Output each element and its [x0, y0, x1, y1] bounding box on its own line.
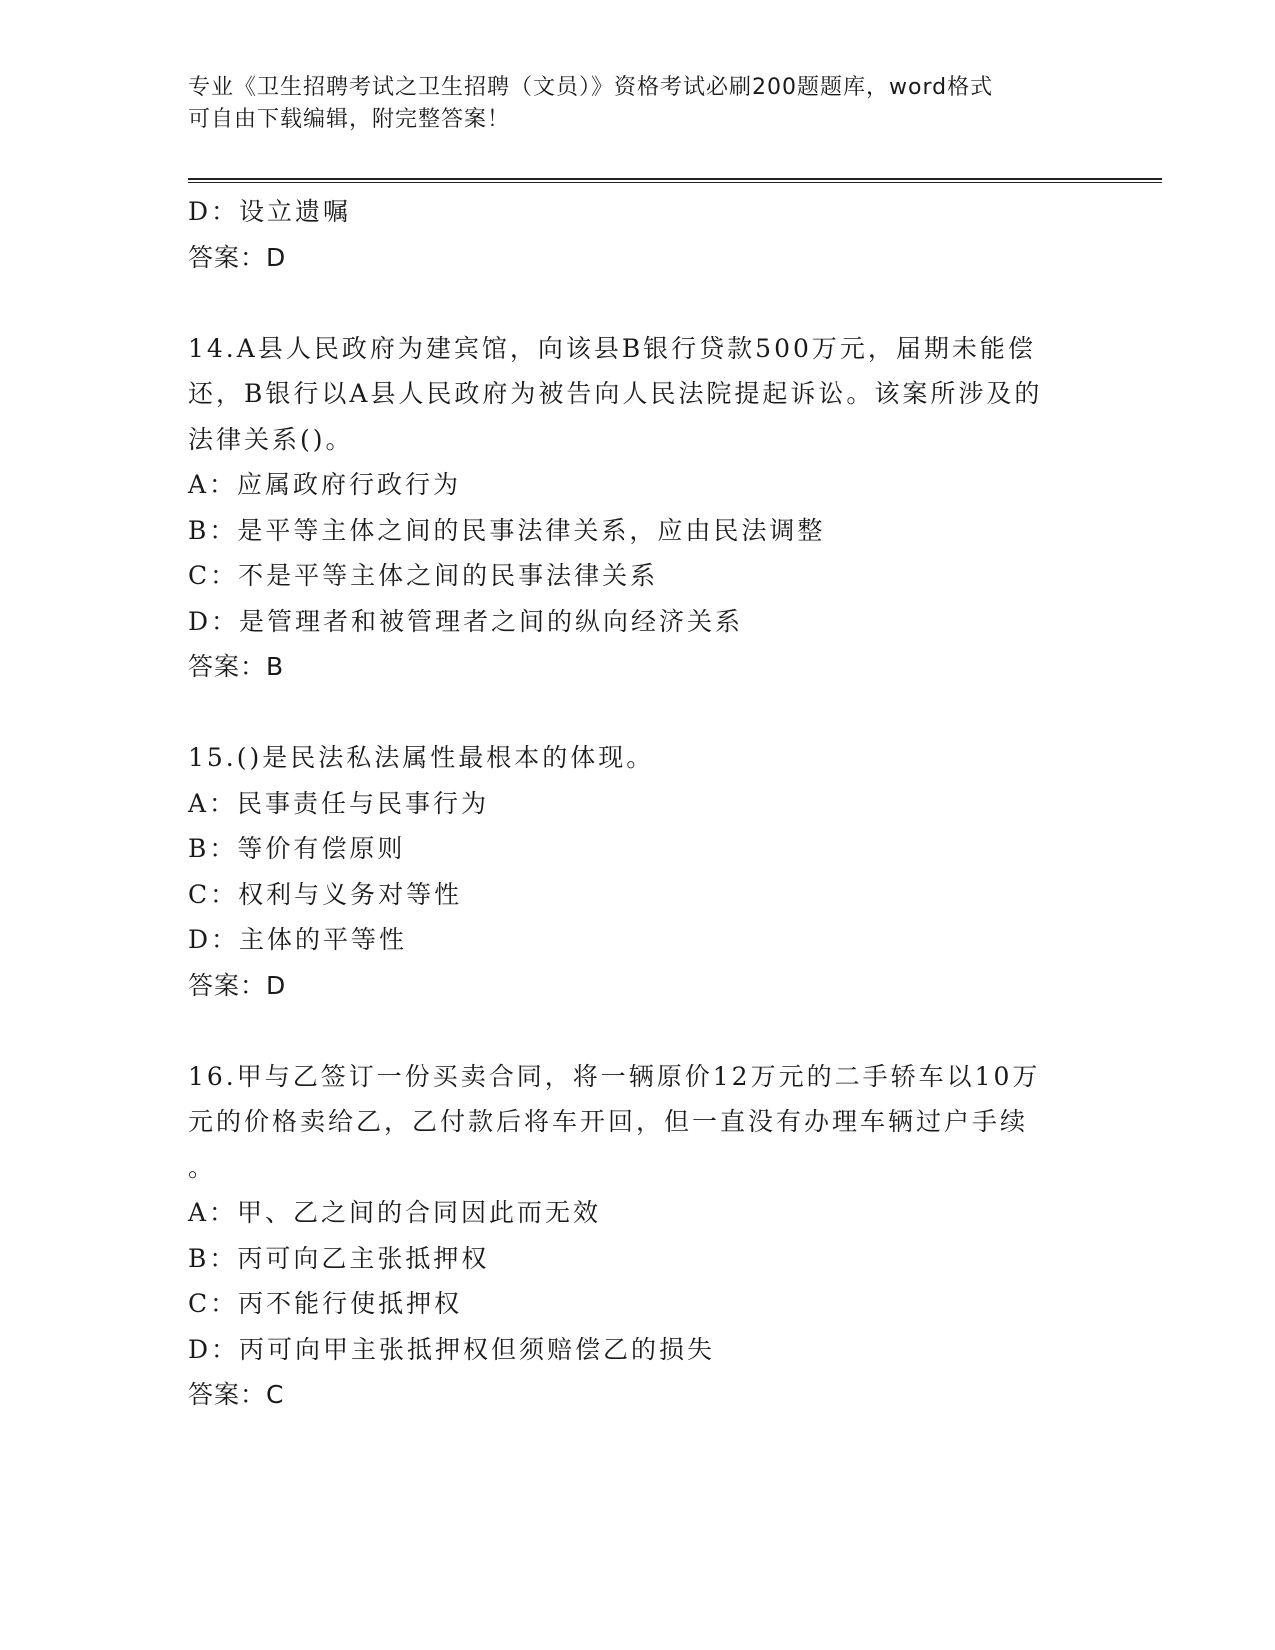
option-a: A：民事责任与民事行为 [188, 788, 490, 818]
question-stem [188, 1054, 1088, 1191]
stem-line: 16.甲与乙签订一份买卖合同，将一辆原价12万元的二手轿车以10万 [188, 1061, 1041, 1091]
option-c: C：丙不能行使抵押权 [188, 1289, 463, 1318]
option-d: D：丙可向甲主张抵押权但须赔偿乙的损失 [188, 1334, 716, 1364]
answer-line: 答案：D [188, 970, 287, 1000]
stem-line: 还，B银行以A县人民政府为被告向人民法院提起诉讼。该案所涉及的 [188, 379, 1043, 408]
stem-line: 。 [188, 1152, 217, 1182]
option-b: B：是平等主体之间的民事法律关系，应由民法调整 [188, 515, 826, 545]
previous-question-tail [188, 189, 1088, 280]
option-b: B：丙可向乙主张抵押权 [188, 1243, 490, 1273]
answer-line: 答案：C [188, 1380, 285, 1409]
option-a: A：应属政府行政行为 [188, 470, 462, 499]
question-15 [188, 735, 1088, 1008]
question-stem [188, 326, 1088, 463]
stem-line: 15.()是民法私法属性最根本的体现。 [188, 743, 655, 772]
question-14 [188, 326, 1088, 690]
question-16 [188, 1054, 1088, 1418]
spacer [188, 1008, 1088, 1054]
spacer [188, 280, 1088, 326]
option-d: D：主体的平等性 [188, 925, 408, 954]
stem-line: 元的价格卖给乙，乙付款后将车开回，但一直没有办理车辆过户手续 [188, 1107, 1029, 1136]
stem-line: 14.A县人民政府为建宾馆，向该县B银行贷款500万元，届期未能偿 [188, 333, 1036, 363]
option-a: A：甲、乙之间的合同因此而无效 [188, 1198, 602, 1227]
question-stem [188, 735, 1088, 781]
answer-line: 答案：B [188, 652, 285, 681]
stem-line: 法律关系()。 [188, 424, 354, 454]
header-line-1: 专业《卫生招聘考试之卫生招聘（文员）》资格考试必刷200题题库，word格式 [188, 75, 994, 100]
header-divider [188, 178, 1162, 183]
spacer [188, 690, 1088, 736]
option-d: D：是管理者和被管理者之间的纵向经济关系 [188, 606, 744, 636]
option-b: B：等价有偿原则 [188, 834, 406, 863]
document-body [188, 189, 1088, 1418]
answer-line: 答案：D [188, 242, 287, 272]
option-c: C：权利与义务对等性 [188, 879, 463, 909]
header-line-2: 可自由下载编辑，附完整答案！ [188, 107, 511, 132]
page-header [188, 72, 1088, 136]
option-c: C：不是平等主体之间的民事法律关系 [188, 561, 659, 590]
option-d: D：设立遗嘱 [188, 197, 352, 226]
